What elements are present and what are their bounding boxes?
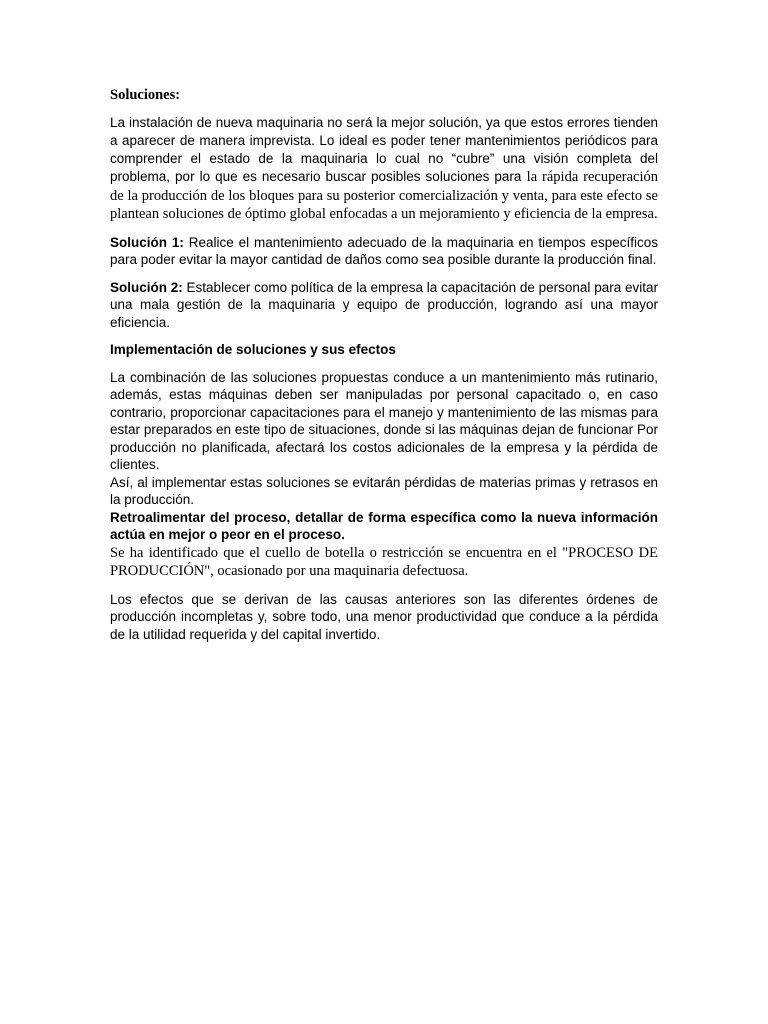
solution-1-text: Realice el mantenimiento adecuado de la maquinaria en tiempos específicos para poder evitar la mayor cantidad de daños como sea posible durante la producción final. xyxy=(110,234,658,267)
solution-1-label: Solución 1: xyxy=(110,234,184,250)
solution-1-paragraph xyxy=(110,234,658,269)
solution-2-label: Solución 2: xyxy=(110,279,183,295)
effects-paragraph: Los efectos que se derivan de las causas anteriores son las diferentes órdenes de producción incompletas y, sobre todo, una menor productividad que conduce a la pérdida de la utilidad requerida y del capital invertido. xyxy=(110,591,658,642)
intro-text-sans: La instalación de nueva maquinaria no será la mejor solución, ya que estos errores tienden a aparecer de manera imprevista. Lo ideal es poder tener mantenimientos periódicos para comprender el estado de la maquinaria lo cual no “cubre” una visión completa del problema, por lo que es necesario buscar posibles soluciones para xyxy=(110,115,658,184)
solution-2-text: Establecer como política de la empresa la capacitación de personal para evitar una mala gestión de la maquinaria y equipo de producción, logrando así una mayor eficiencia. xyxy=(110,279,658,330)
implementation-heading: Implementación de soluciones y sus efectos xyxy=(110,342,396,357)
solutions-heading: Soluciones: xyxy=(110,87,181,103)
feedback-paragraph: Se ha identificado que el cuello de botella o restricción se encuentra en el "PROCESO DE PRODUCCIÓN", ocasionado por una maquinaria defectuosa. xyxy=(110,544,658,579)
intro-paragraph xyxy=(110,114,658,224)
feedback-heading xyxy=(110,509,658,544)
document-body xyxy=(110,86,658,643)
feedback-bold-text: Retroalimentar del proceso, detallar de forma específica como la nueva información actúa en mejor o peor en el proceso. xyxy=(110,509,658,542)
implementation-paragraph: La combinación de las soluciones propuestas conduce a un mantenimiento más rutinario, además, estas máquinas deben ser manipuladas por personal capacitado o, en caso contrario, proporcionar capacitaciones para el manejo y mantenimiento de las mismas para estar preparados en este tipo de situaciones, donde si las máquinas dejan de funcionar Por producción no planificada, afectará los costos adicionales de la empresa y la pérdida de clientes. xyxy=(110,369,658,472)
implementation-paragraph-2: Así, al implementar estas soluciones se evitarán pérdidas de materias primas y retrasos en la producción. xyxy=(110,474,658,507)
intro-text-serif: la rápida recuperación de la producción de los bloques para su posterior comercialización y venta, para este efecto se plantean soluciones de óptimo global enfocadas a un mejoramiento y eficiencia de la empresa. xyxy=(110,169,659,222)
solution-2-paragraph xyxy=(110,279,658,332)
